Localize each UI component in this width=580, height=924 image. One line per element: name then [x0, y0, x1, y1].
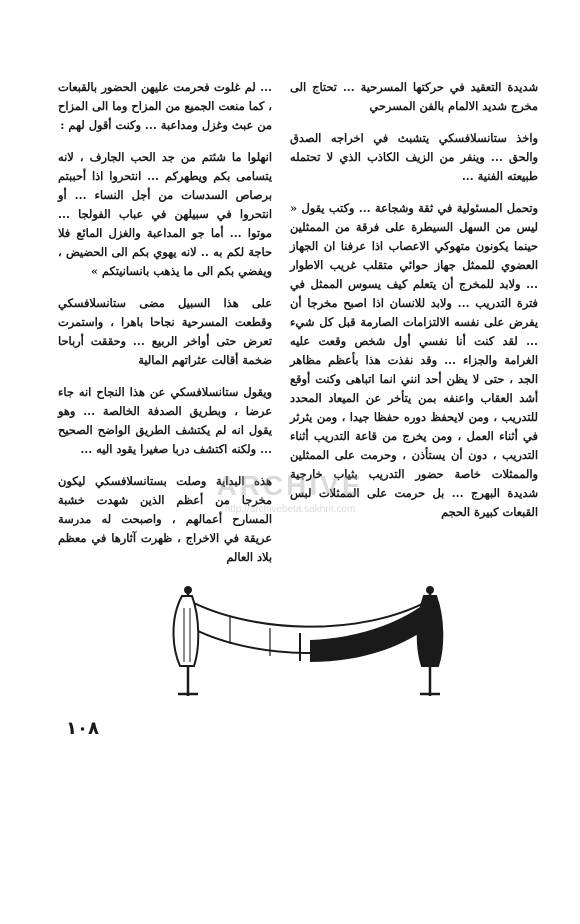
- right-tassel: [418, 596, 443, 666]
- left-pole-knob: [184, 586, 192, 594]
- right-pole-knob: [426, 586, 434, 594]
- paragraph: ويقول ستانسلافسكي عن هذا النجاح انه جاء عرضا ، وبطريق الصدفة الخالصة ... وهو يقول انه لم يكتشف الطريق الواضح الصحيح ... ولكنه اكتشف دربا صغيرا يقود اليه ...: [58, 385, 272, 456]
- paragraph: على هذا السبيل مضى ستانسلافسكي وقطعت المسرحية نجاحا باهرا ، واستمرت تعرض حتى أواخر الربيع ... وحققت أرباحا ضخمة أقالت عثراتهم المالية: [58, 296, 272, 367]
- paragraph: واخذ ستانسلافسكي يتشبث في اخراجه الصدق والحق ... وينفر من الزيف الكاذب الذي لا تحتمله طبيعته الفنية ...: [290, 131, 538, 183]
- curtain-drape-illustration: [160, 578, 460, 698]
- paragraph: وتحمل المسئولية في ثقة وشجاعة ... وكتب يقول « ليس من السهل السيطرة على فرقة من الممثلين حينما يكونون متهوكي الاعصاب اذا عرفنا ان الجهاز العضوي للممثل جهاز حوائي متقلب غريب الاطوار ... ولابد للمخرج أن يتعلم كيف يسوس الممثل في فترة التدريب ... ولابد للانسان اذا اصبح مخرجا أن يفرض على نفسه الالتزامات الصارمة قبل كل شيء ... لقد كنت أنا نفسي أول شخص وقعت عليه الغرامة والجزاء ... وقد نفذت هذا بأعظم مظاهر الجد ، حتى لا يظن أحد انني انما اتباهى وكنت أوقع أشد العقاب واعنفه بمن يتأخر عن الميعاد المحدد للتدريب ، ومن لايحفظ دوره حفظا جيدا ، ومن يثرثر في أثناء العمل ، ومن يخرج من قاعة التدريب أثناء التدريب ، دون أن يستأذن ، وحرمت على الممثلين والممثلات خاصة حضور التدريب بثياب خارجية شديدة البهرج ... بل حرمت على الممثلات لبس القبعات كبيرة الحجم: [290, 201, 538, 519]
- paragraph: هذه البداية وصلت بستانسلافسكي ليكون مخرجا من أعظم الذين شهدت خشبة المسارح أعمالهم ، واصبحت له مدرسة عريقة في الاخراج ، ظهرت آثارها في معظم بلاد العالم: [58, 474, 272, 564]
- paragraph: شديدة التعقيد في حركتها المسرحية ... تحتاج الى مخرج شديد الالمام بالفن المسرحي: [290, 80, 538, 113]
- paragraph: انهلوا ما شئتم من جد الحب الجارف ، لانه يتسامى بكم ويطهركم ... انتحروا اذا أحببتم برصاص السدسات من أجل النساء ... أو انتحروا في سبيلهن في عباب الفولجا ... موتوا ... أما جو المداعبة والغزل المائع فلا حاجة لكم به .. لانه يهوي بكم الى الحضيض ، ويفضي بكم الى ما يذهب بانسانيتكم »: [58, 150, 272, 278]
- watermark-logo: ARCHIVE: [216, 470, 364, 501]
- text-column-right: [290, 78, 538, 535]
- paragraph: ... لم غلوت فحرمت عليهن الحضور بالقبعات ، كما منعت الجميع من المزاح وما الى المزاح من عبث وغزل ومداعبة ... وكنت أقول لهم :: [58, 80, 272, 132]
- page-number: ١٠٨: [66, 718, 99, 739]
- left-tassel: [174, 596, 199, 666]
- watermark-url: http://archivebeta.sakhrit.com: [224, 504, 356, 515]
- archive-watermark: [190, 470, 390, 530]
